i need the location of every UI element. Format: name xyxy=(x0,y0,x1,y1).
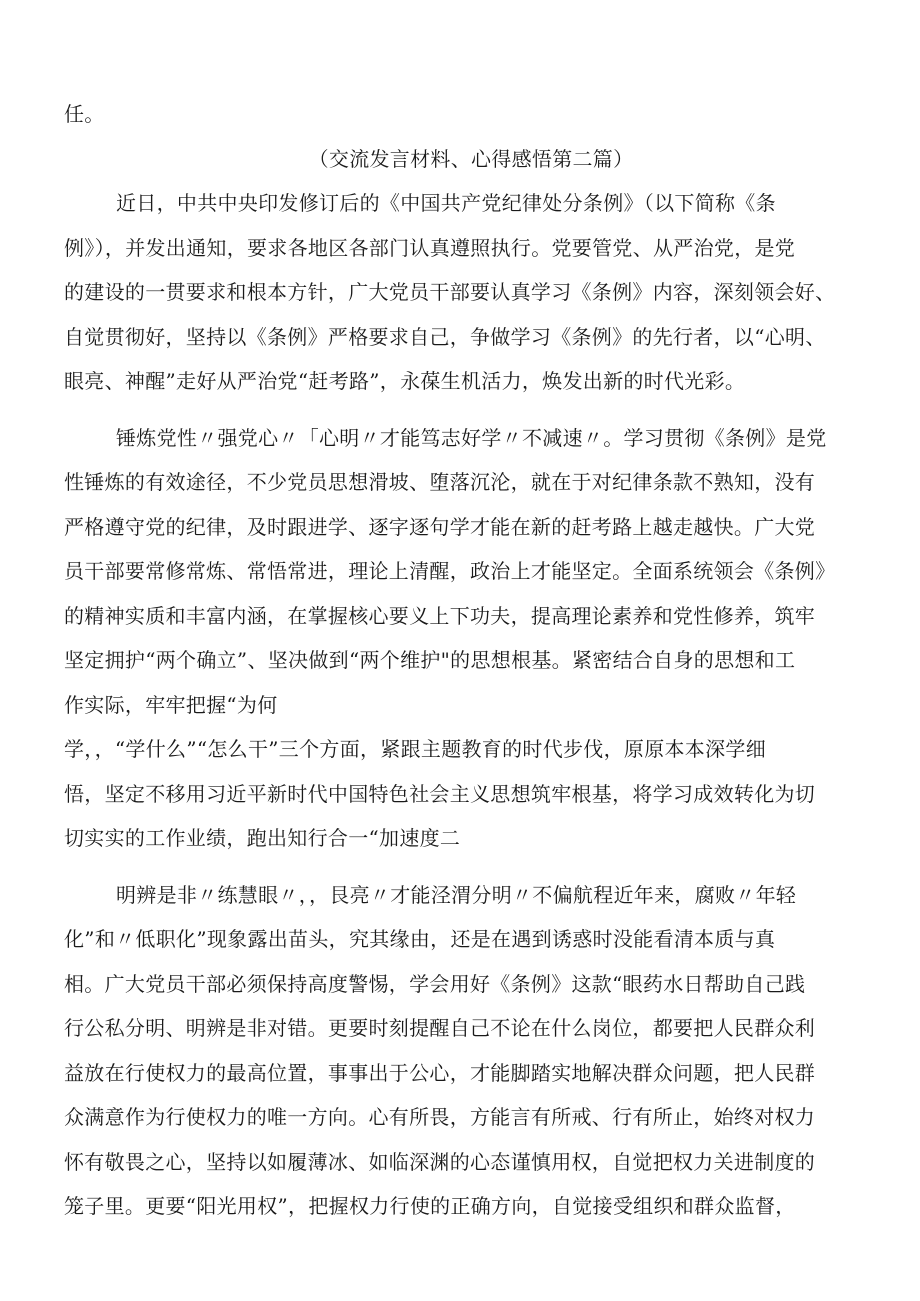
text-line: 坚定拥护“两个确立”、坚决做到“两个维护"的思想根基。紧密结合自身的思想和工 xyxy=(64,648,796,672)
paragraph-1 xyxy=(64,181,858,404)
text-line: 众满意作为行使权力的唯一方向。心有所畏，方能言有所戒、行有所止，始终对权力 xyxy=(64,1105,816,1129)
text-line: 怀有敬畏之心，坚持以如履薄冰、如临深渊的心态谨慎用权，自觉把权力关进制度的 xyxy=(64,1149,816,1174)
text-line: 切实实的工作业绩，跑出知行合一“加速度二 xyxy=(64,826,461,850)
text-line: 的建设的一贯要求和根本方针，广大党员干部要认真学习《条例》内容，深刻领会好、 xyxy=(64,280,836,304)
text-line: 化”和〃低职化”现象露出苗头，究其缘由，还是在遇到诱惑时没能看清本质与真 xyxy=(64,927,776,951)
text-line: 益放在行使权力的最高位置，事事出于公心，才能脚踏实地解决群众问题，把人民群 xyxy=(64,1060,816,1085)
text-line: 学，，“学什么”“怎么干”三个方面，紧跟主题教育的时代步伐，原原本本深学细 xyxy=(64,737,766,761)
text-line: 的精神实质和丰富内涵，在掌握核心要义上下功夫，提高理论素养和党性修养，筑牢 xyxy=(64,603,816,628)
text-line: 作实际，牢牢把握“为何 xyxy=(64,692,278,717)
text-line: 近日，中共中央印发修订后的《中国共产党纪律处分条例》（以下简称《条 xyxy=(116,191,776,215)
text-line: 笼子里。更要“阳光用权”，把握权力行使的正确方向，自觉接受组织和群众监督， xyxy=(64,1194,796,1218)
text-line: 例》），并发出通知，要求各地区各部门认真遵照执行。党要管党、从严治党，是党 xyxy=(64,235,796,260)
text-line: 性锤炼的有效途径，不少党员思想滑坡、堕落沉沦，就在于对纪律条款不熟知，没有 xyxy=(64,470,816,494)
text-line: 悟，坚定不移用习近平新时代中国特色社会主义思想筑牢根基，将学习成效转化为切 xyxy=(64,781,816,806)
section-title: （交流发言材料、心得感悟第二篇） xyxy=(308,146,634,171)
text-line: 眼亮、神醒”走好从严治党“赶考路”，永葆生机活力，焕发出新的时代光彩。 xyxy=(64,369,746,393)
text-line: 任。 xyxy=(64,102,105,126)
text-line: 严格遵守党的纪律，及时跟进学、逐字逐句学才能在新的赶考路上越走越快。广大党 xyxy=(64,514,816,539)
paragraph-2 xyxy=(64,416,858,861)
text-line: 员干部要常修常炼、常悟常进，理论上清醒，政治上才能坚定。全面系统领会《条例》 xyxy=(64,559,836,583)
text-line: 明辨是非〃练慧眼〃，，艮亮〃才能泾渭分明〃不偏航程近年来，腐败〃年轻 xyxy=(116,882,797,907)
paragraph-3 xyxy=(64,873,858,1229)
text-line: 锤炼党性〃强党心〃「心明〃才能笃志好学〃不减速〃。学习贯彻《条例》是党 xyxy=(116,425,827,450)
text-line: 行公私分明、明辨是非对错。更要时刻提醒自己不论在什么岗位，都要把人民群众利 xyxy=(64,1016,816,1040)
text-line: 自觉贯彻好，坚持以《条例》严格要求自己，争做学习《条例》的先行者，以“心明、 xyxy=(64,324,826,349)
text-line: 相。广大党员干部必须保持高度警惕，学会用好《条例》这款“眼药水日帮助自己践 xyxy=(64,971,806,996)
